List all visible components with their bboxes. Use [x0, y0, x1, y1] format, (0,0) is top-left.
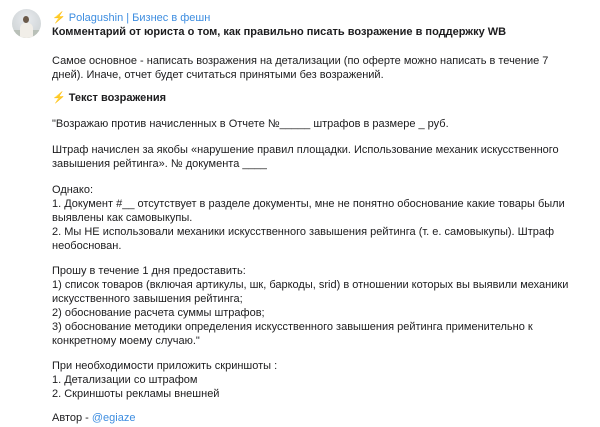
post-title: Комментарий от юриста о том, как правильно писать возражение в поддержку WB: [52, 26, 507, 38]
text-line: выявлены как самовыкупы.: [52, 212, 193, 224]
section-heading: Текст возражения: [68, 92, 167, 104]
text-line: Штраф начислен за якобы «нарушение правил площадки. Использование механик искусственного: [52, 144, 559, 156]
author-link[interactable]: @egiaze: [91, 412, 136, 424]
text-line: необоснован.: [52, 240, 122, 252]
however-block: [52, 183, 592, 253]
text-line: 2) обоснование расчета суммы штрафов;: [52, 307, 265, 319]
text-line: 1. Детализации со штрафом: [52, 374, 198, 386]
text-line: Самое основное - написать возражения на детализации (по оферте можно написать в течение 7: [52, 55, 549, 67]
text-line: 1) список товаров (включая артикулы, шк, баркоды, srid) в отношении которых вы выявили механики: [52, 279, 569, 291]
author-line: [52, 411, 592, 425]
author-label: Автор -: [52, 412, 92, 424]
text-line: 1. Документ #__ отсутствует в разделе документы, мне не понятно обоснование какие товары были: [52, 198, 565, 210]
text-line: искусственного завышения рейтинга;: [52, 293, 243, 305]
post-intro: [52, 54, 592, 82]
text-line: При необходимости приложить скриншоты :: [52, 360, 278, 372]
text-line: 2. Скриншоты рекламы внешней: [52, 388, 220, 400]
text-line: 3) обоснование методики определения искусственного завышения рейтинга применительно к: [52, 321, 533, 333]
fine-block: [52, 143, 592, 171]
channel-avatar[interactable]: [12, 9, 41, 38]
lightning-icon: ⚡: [52, 92, 66, 104]
text-line: "Возражаю против начисленных в Отчете №_____ штрафов в размере _ руб.: [52, 118, 449, 130]
attach-block: [52, 359, 592, 401]
text-line: дней). Иначе, отчет будет считаться принятыми без возражений.: [52, 69, 384, 81]
channel-header[interactable]: [52, 11, 592, 25]
text-line: 2. Мы НЕ использовали механики искусственного завышения рейтинга (т. е. самовыкупы). Штраф: [52, 226, 555, 238]
request-block: [52, 264, 592, 348]
text-line: конкретному моему случаю.": [52, 335, 200, 347]
text-line: Однако:: [52, 184, 94, 196]
text-line: завышения рейтинга». № документа ____: [52, 158, 267, 170]
quote-block: [52, 117, 592, 131]
lightning-icon: ⚡: [52, 12, 66, 24]
channel-name[interactable]: Polagushin | Бизнес в фешн: [68, 12, 211, 24]
text-line: Прошу в течение 1 дня предоставить:: [52, 265, 246, 277]
